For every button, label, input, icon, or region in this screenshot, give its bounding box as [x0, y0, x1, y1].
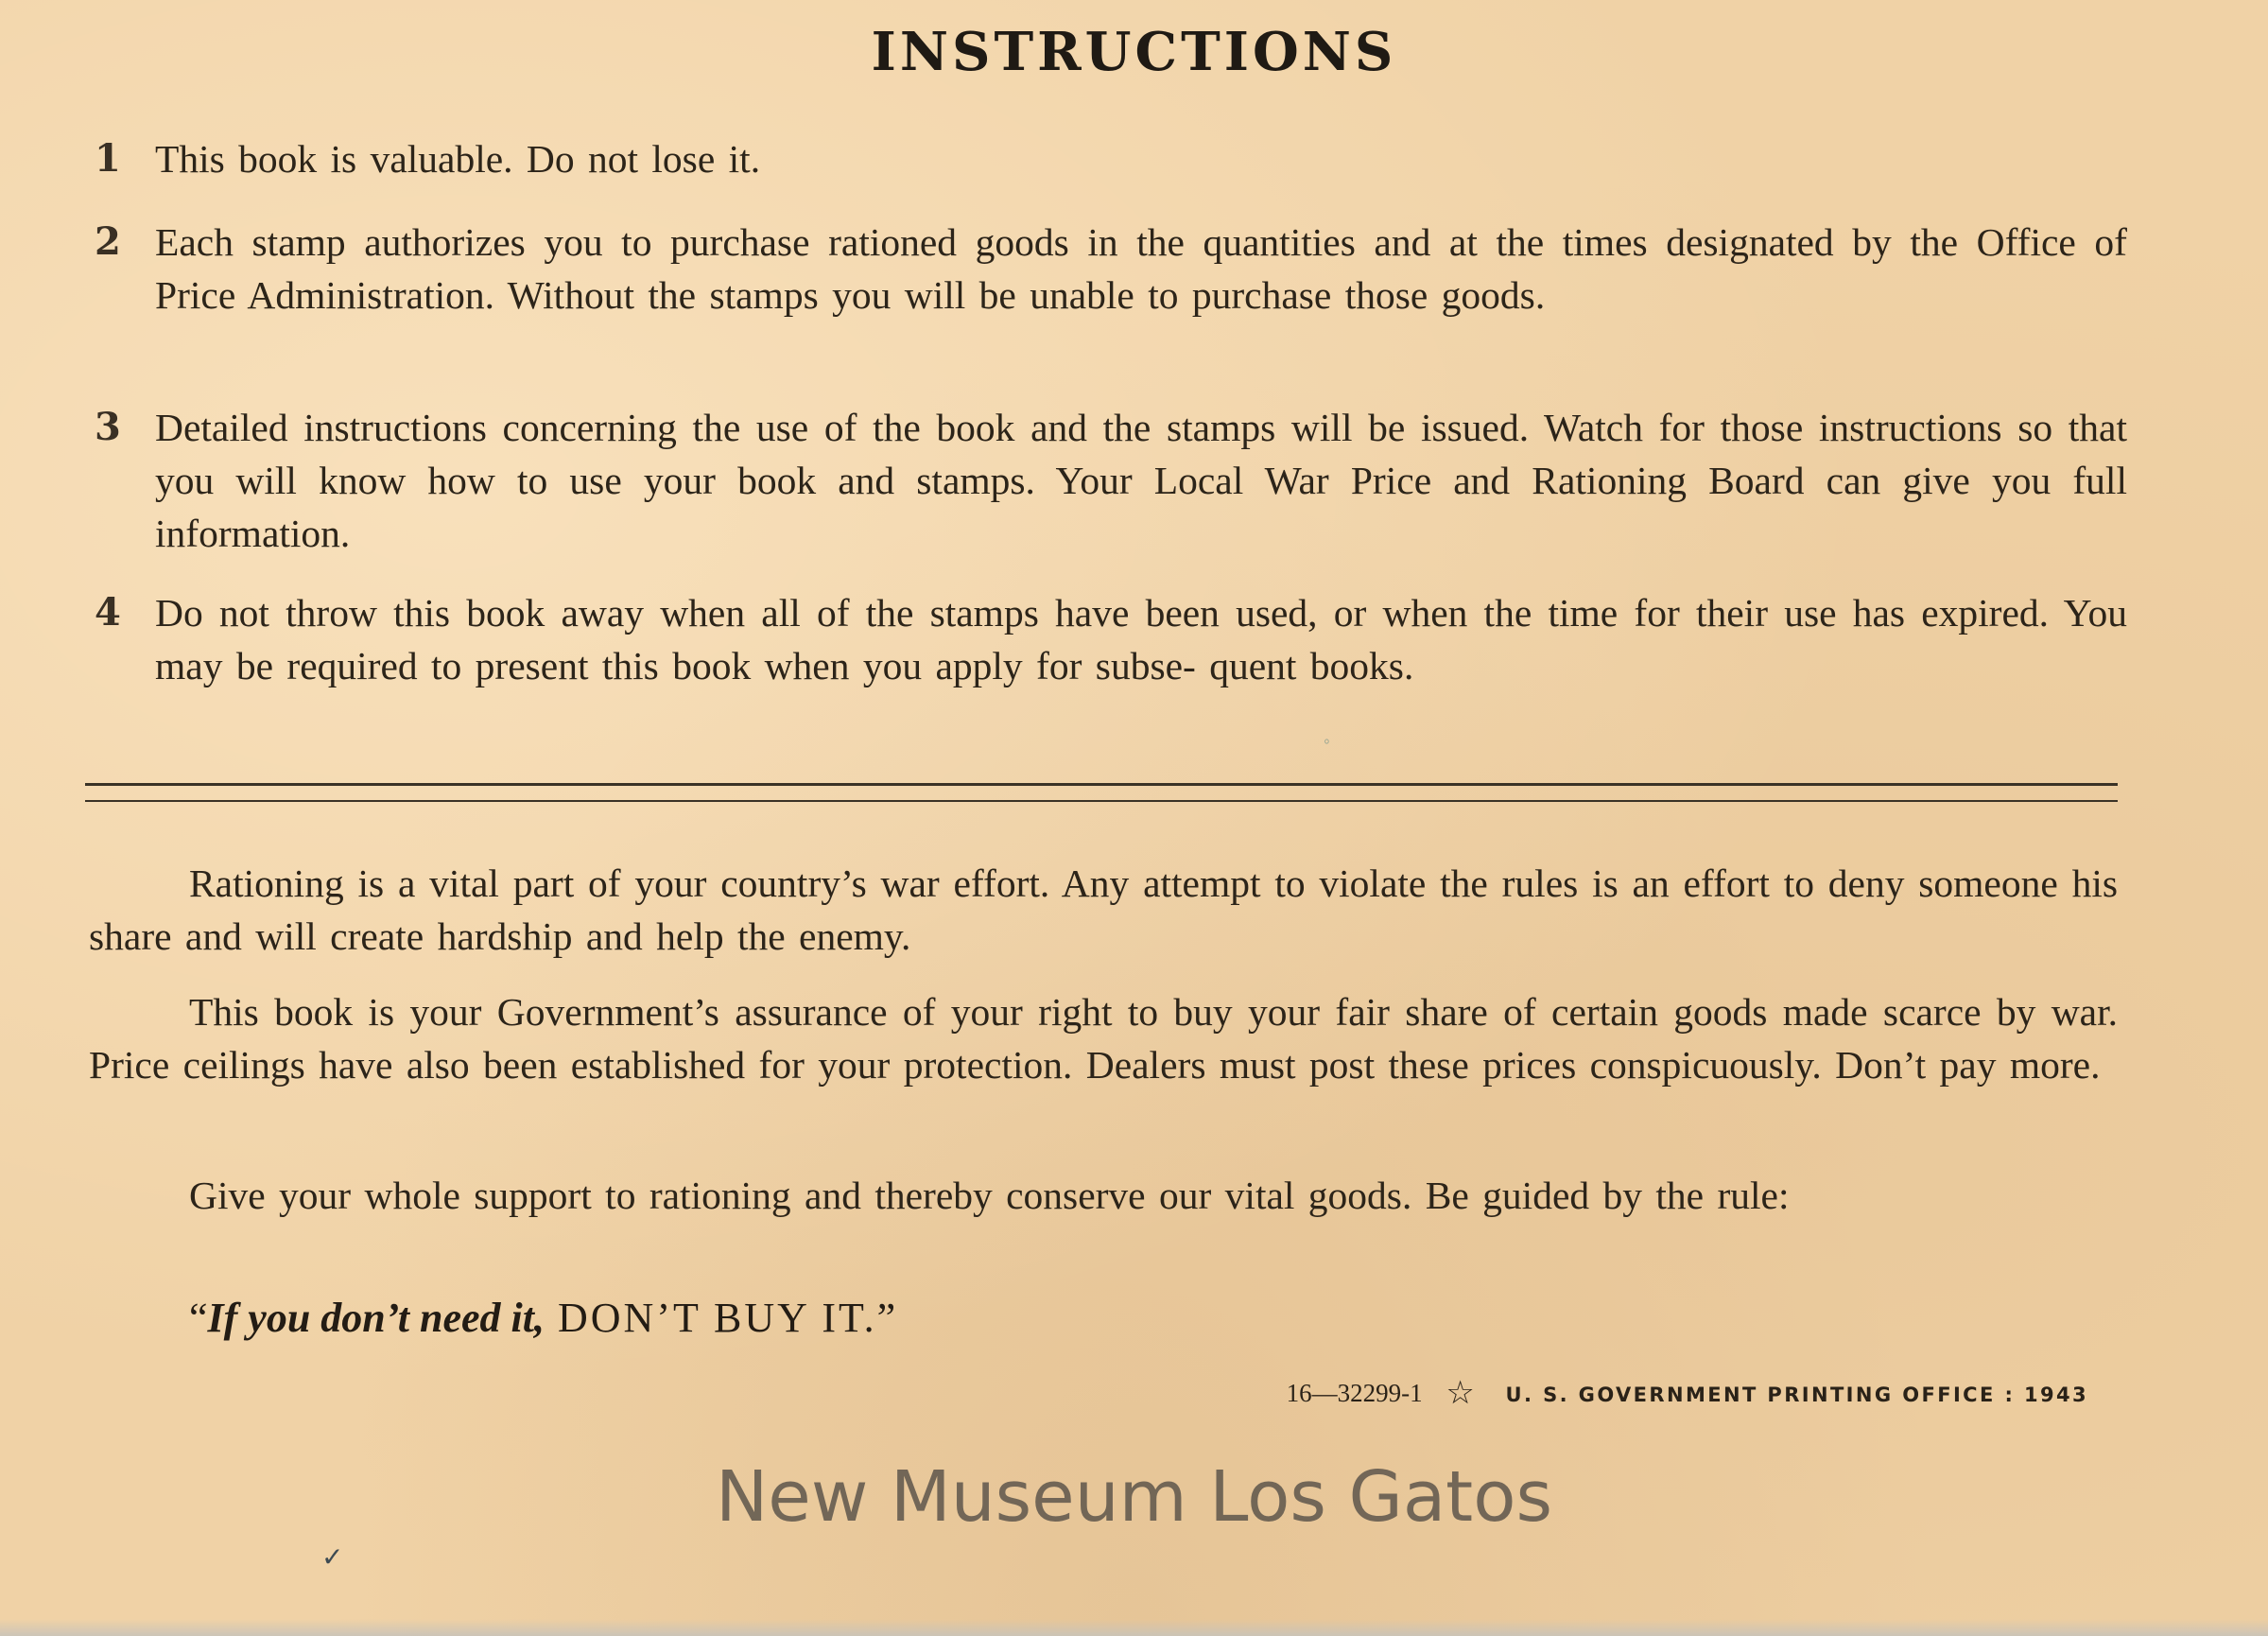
instruction-item-3	[95, 401, 2127, 560]
instruction-text: Do not throw this book away when all of the stamps have been used, or when the time for their use has expired. You may be required to present this book when you apply for subse- quent books.	[155, 591, 2127, 687]
paragraph-assurance: This book is your Government’s assurance of your right to buy your fair share of certain goods made scarce by war. Price ceilings have also been established for your protection. Dealers must post these prices conspicuously. Don’t pay more.	[89, 990, 2118, 1087]
paragraph-support: Give your whole support to rationing and thereby conserve our vital goods. Be guided by the rule:	[189, 1174, 1790, 1217]
instruction-item-2	[95, 216, 2127, 322]
rule-quote	[189, 1294, 895, 1342]
instruction-text: Each stamp authorizes you to purchase rationed goods in the quantities and at the times designated by the Office of Price Administration. Without the stamps you will be unable to purchase those goods.	[155, 220, 2127, 317]
instruction-text: Detailed instructions concerning the use of the book and the stamps will be issued. Watch for those instructions so that you will know how to use your book and stamps. Your Local War Price and Rationing Board can give you full information.	[155, 406, 2127, 555]
museum-watermark: New Museum Los Gatos	[715, 1456, 1553, 1538]
pencil-tick-mark: ✓	[321, 1541, 344, 1573]
instruction-item-1	[95, 132, 2127, 185]
instruction-number: 3	[95, 405, 121, 449]
print-code: 16—32299-1	[1286, 1379, 1423, 1407]
printing-office: U. S. GOVERNMENT PRINTING OFFICE : 1943	[1505, 1384, 2088, 1406]
star-outline-icon: ☆	[1446, 1374, 1475, 1412]
quote-caps-part: DON’T BUY IT.	[545, 1295, 877, 1341]
instruction-text: This book is valuable. Do not lose it.	[155, 137, 761, 181]
instruction-number: 1	[95, 136, 121, 181]
quote-italic-part: If you don’t need it,	[207, 1295, 545, 1341]
page-title: INSTRUCTIONS	[871, 21, 1397, 83]
printer-imprint	[1287, 1374, 2088, 1412]
instruction-number: 2	[95, 219, 121, 264]
divider-rule-top	[85, 783, 2118, 786]
divider-rule-bottom	[85, 800, 2118, 802]
paper-bottom-edge	[0, 1619, 2268, 1636]
quote-close-mark: ”	[876, 1295, 896, 1341]
paragraph-rationing: Rationing is a vital part of your country’s war effort. Any attempt to violate the rules is an effort to deny someone his share and will create hardship and help the enemy.	[89, 862, 2118, 958]
ink-speck: ﾟ	[1324, 739, 1335, 762]
instruction-number: 4	[95, 590, 121, 635]
quote-open-mark: “	[189, 1295, 208, 1341]
instruction-item-4	[95, 586, 2127, 692]
